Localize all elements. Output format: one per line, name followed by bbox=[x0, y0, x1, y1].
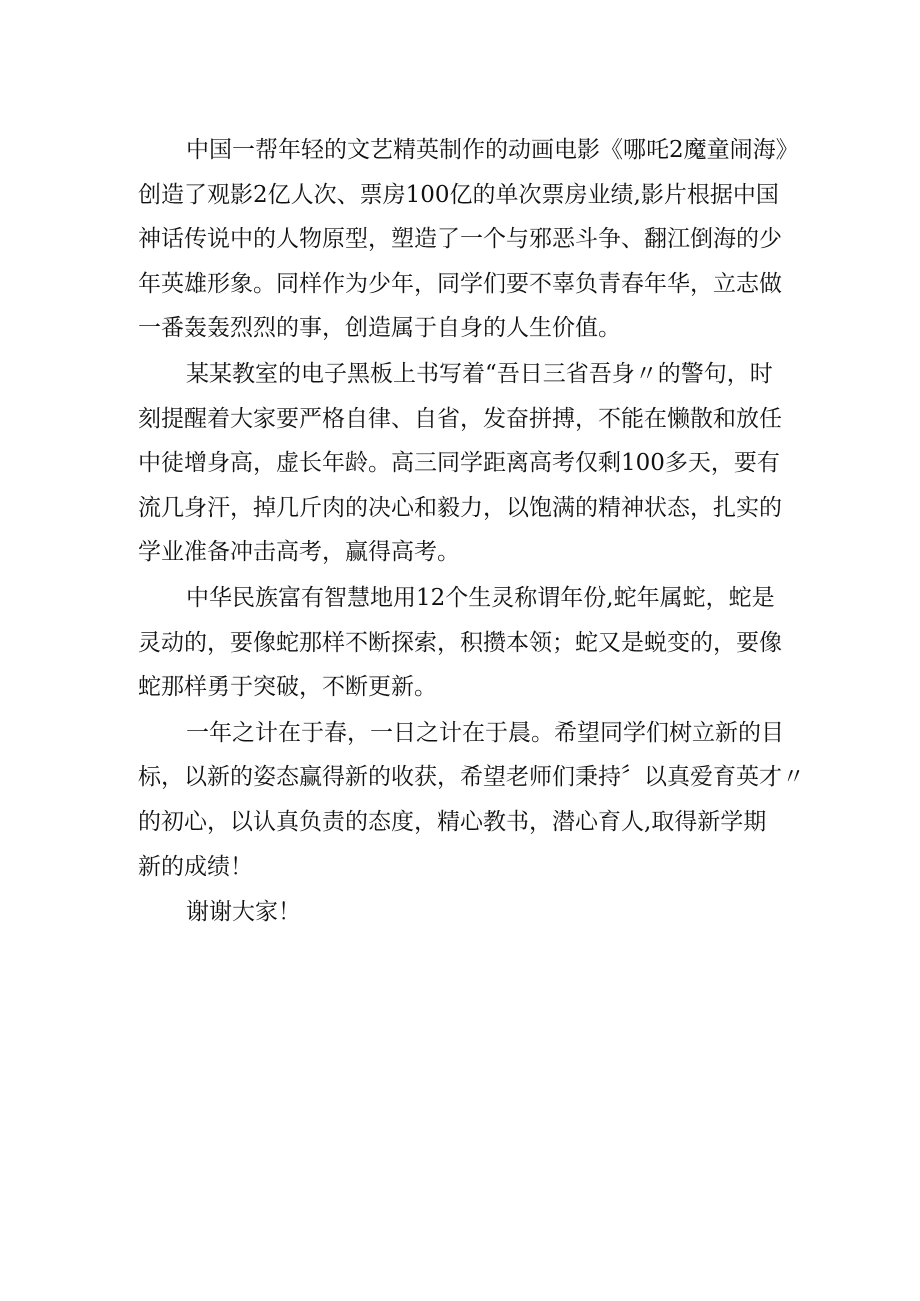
paragraph-line: 创造了观影2亿人次、票房100亿的单次票房业绩,影片根据中国 bbox=[138, 181, 779, 208]
paragraph-line: 年英雄形象。同样作为少年，同学们要不辜负青春年华，立志做 bbox=[138, 270, 782, 297]
paragraph-line: 某某教室的电子黑板上书写着“吾日三省吾身〃的警句，时 bbox=[186, 360, 773, 387]
paragraph-3 bbox=[138, 576, 788, 710]
paragraph-1 bbox=[138, 128, 799, 351]
paragraph-5 bbox=[138, 890, 788, 935]
paragraph-line: 中华民族富有智慧地用12个生灵称谓年份,蛇年属蛇，蛇是 bbox=[186, 584, 775, 611]
paragraph-line: 流几身汗，掉几斤肉的决心和毅力，以饱满的精神状态，扎实的 bbox=[138, 494, 782, 521]
paragraph-line: 刻提醒着大家要严格自律、自省，发奋拼搏，不能在懒散和放任 bbox=[138, 405, 782, 432]
paragraph-2 bbox=[138, 352, 788, 575]
paragraph-line: 一番轰轰烈烈的事，创造属于自身的人生价值。 bbox=[138, 315, 621, 342]
paragraph-4 bbox=[138, 711, 805, 889]
paragraph-line: 标，以新的姿态赢得新的收获，希望老师们秉持〞以真爱育英才〃 bbox=[138, 764, 805, 791]
paragraph-line: 蛇那样勇于突破，不断更新。 bbox=[138, 674, 437, 701]
paragraph-line: 中徒增身高，虚长年龄。高三同学距离高考仅剩100多天，要有 bbox=[138, 450, 780, 477]
paragraph-line: 中国一帮年轻的文艺精英制作的动画电影《哪吒2魔童闹海》 bbox=[186, 137, 799, 163]
paragraph-line: 新的成绩！ bbox=[138, 853, 253, 880]
paragraph-line: 学业准备冲击高考，赢得高考。 bbox=[138, 539, 460, 566]
paragraph-line: 灵动的，要像蛇那样不断探索，积攒本领；蛇又是蜕变的，要像 bbox=[138, 629, 782, 656]
closing-line: 谢谢大家！ bbox=[186, 899, 301, 926]
paragraph-line: 神话传说中的人物原型，塑造了一个与邪恶斗争、翻江倒海的少 bbox=[138, 226, 782, 253]
document-body bbox=[138, 128, 805, 935]
paragraph-line: 的初心，以认真负责的态度，精心教书，潜心育人,取得新学期 bbox=[138, 808, 767, 835]
paragraph-line: 一年之计在于春，一日之计在于晨。希望同学们树立新的目 bbox=[186, 719, 784, 746]
